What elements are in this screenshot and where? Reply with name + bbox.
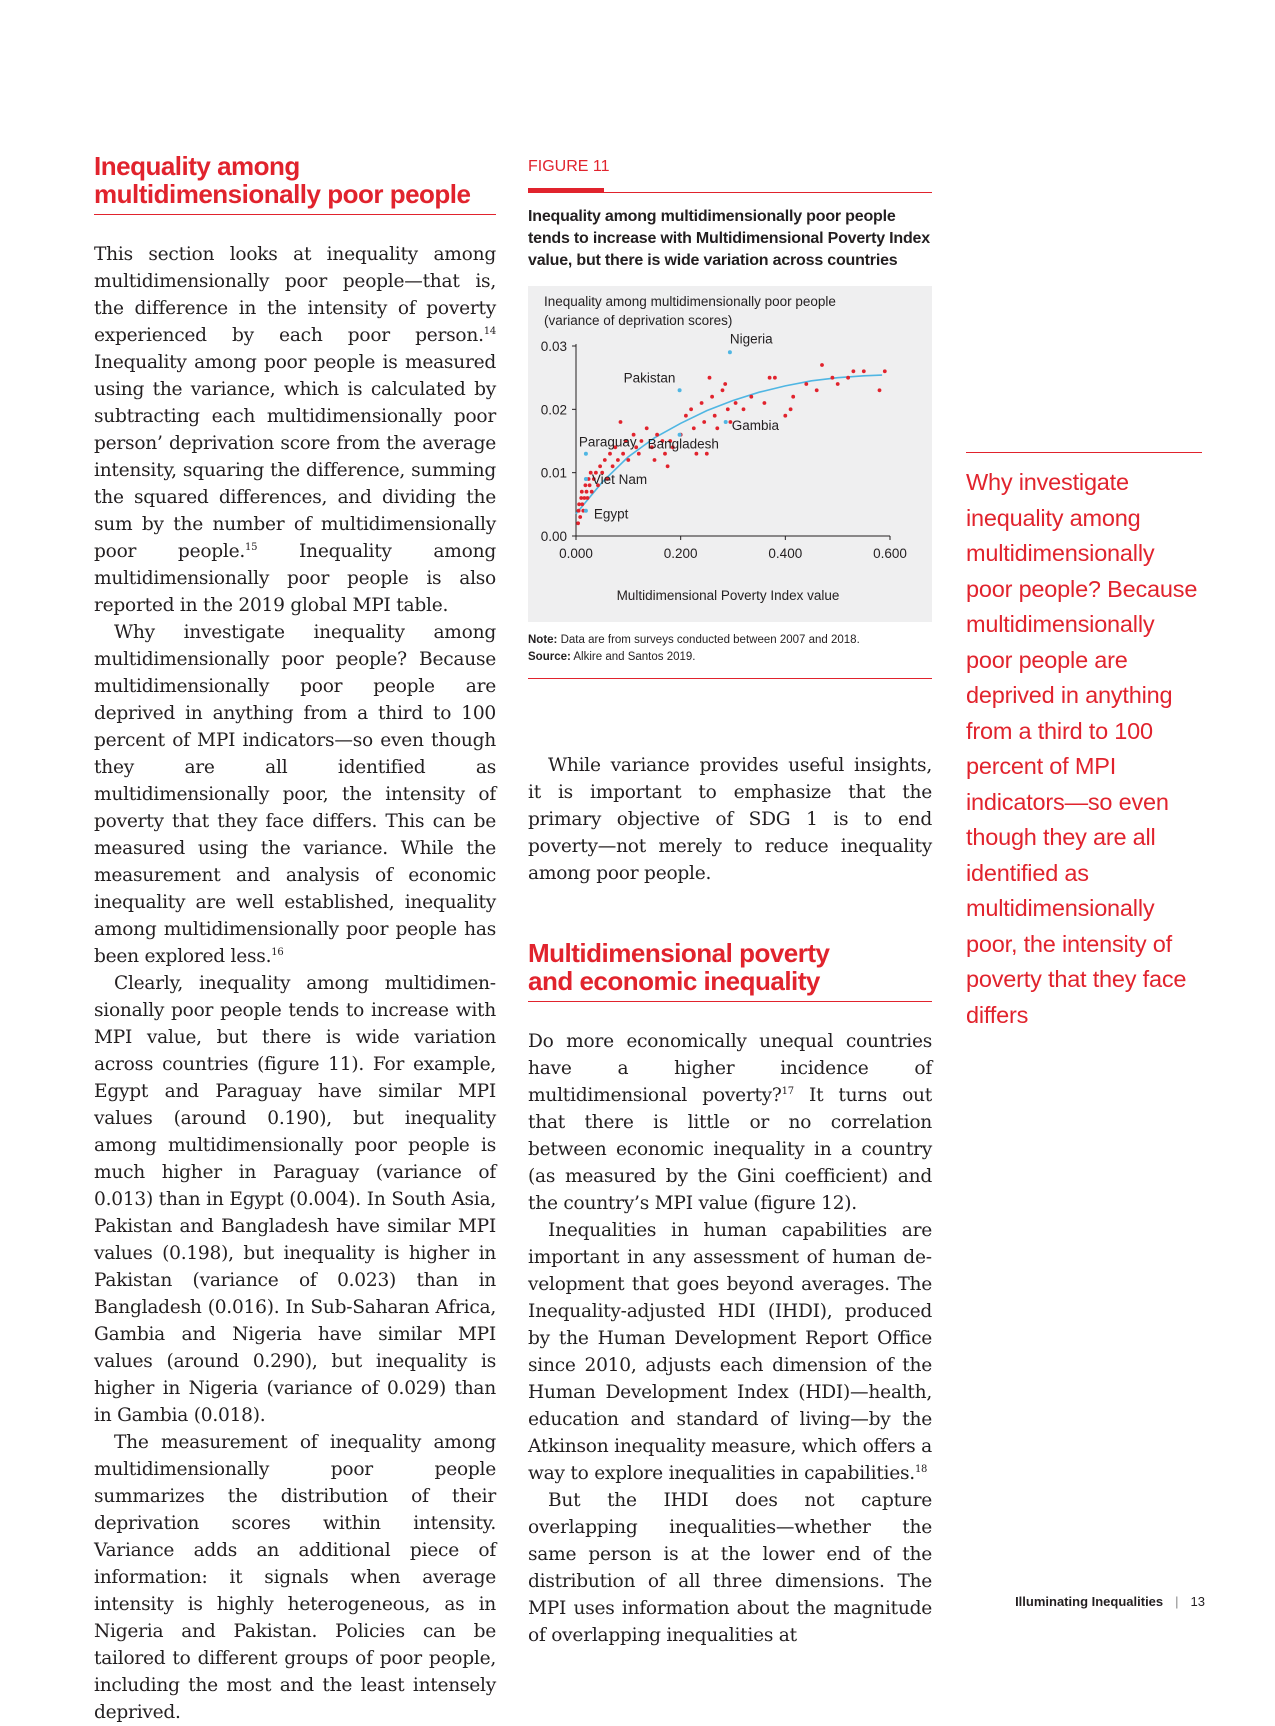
data-point — [653, 458, 657, 462]
data-point — [576, 521, 580, 525]
data-point — [815, 388, 819, 392]
data-point — [763, 401, 767, 405]
paragraph: While variance provides useful insights, it is important to emphasize that the primary objective of SDG 1 is to end poverty—not merely to reduce inequality among poor people. — [528, 755, 932, 884]
data-point — [619, 420, 623, 424]
data-point — [616, 458, 620, 462]
country-label: Viet Nam — [591, 472, 648, 487]
x-tick-label: 0.400 — [768, 546, 803, 561]
data-point — [789, 407, 793, 411]
data-point — [715, 426, 719, 430]
y-axis-label-line1: Inequality among multidimensionally poor people — [544, 294, 836, 309]
y-tick-label: 0.02 — [540, 402, 567, 418]
data-point — [586, 496, 590, 500]
data-point — [723, 382, 727, 386]
data-point — [742, 407, 746, 411]
data-point — [666, 464, 670, 468]
data-point — [708, 376, 712, 380]
highlight-point — [728, 350, 732, 354]
figure-label: FIGURE 11 — [528, 158, 610, 175]
x-tick-label: 0.000 — [559, 546, 593, 561]
data-point — [878, 388, 882, 392]
paragraph: Why investigate inequality among multidimensionally poor people? Because multidimensionally poor people are deprived in anything from a third to 100 percent of MPI indicators—so even though they are all identified as multidimensionally poor, the intensity of poverty that they face differs. This can be measured using the variance. While the measurement and analysis of economic inequality are well established, inequality among multidimensionally poor people has been explored less.$^{16}$ — [94, 622, 496, 967]
data-point — [773, 376, 777, 380]
paragraph: Inequalities in human capabilities are important in any assessment of human development that goes beyond averages. The Inequality-adjusted HDI (IHDI), produced by the Human Development Report Office since 2010, adjusts each dimension of the Human Development Index (HDI)—health, education and standard of living—by the Atkinson inequality measure, which offers a way to explore inequalities in capabilities.$^{18}$ — [528, 1220, 932, 1484]
country-labels-layer — [579, 331, 780, 521]
data-point — [637, 452, 641, 456]
footnote-ref: 16 — [271, 946, 284, 958]
data-point — [689, 407, 693, 411]
data-point — [578, 515, 582, 519]
data-point — [721, 388, 725, 392]
data-point — [584, 483, 588, 487]
pull-quote: Why investigate inequality among multidimensionally poor people? Because multidimensionally poor people are deprived in anything from a third to 100 percent of MPI indicators—so even though they are all identified as multidimensionally poor, the intensity of poverty that they face differs — [966, 452, 1202, 1033]
section-title-inequality — [94, 152, 496, 215]
paragraph: This section looks at inequality among multidimensionally poor people—that is, the difference in the intensity of poverty experienced by each poor person.$^{14}$ Inequality among poor people is measured using the variance, which is calculated by subtracting each multidimensionally poor person’ deprivation score from the average intensity, squaring the difference, summing the squared differences, and dividing the sum by the number of multidimensionally poor people.$^{15}$ Inequality among multidimensionally poor people is also reported in the 2019 global MPI table. — [94, 244, 496, 616]
data-point — [749, 395, 753, 399]
country-label: Egypt — [593, 506, 629, 522]
country-label: Nigeria — [729, 331, 773, 347]
data-point — [705, 452, 709, 456]
data-point — [692, 426, 696, 430]
figure-notes — [528, 632, 932, 679]
data-point — [684, 414, 688, 418]
chart-panel — [528, 286, 932, 622]
country-label: Bangladesh — [647, 436, 719, 452]
data-point — [836, 382, 840, 386]
data-point — [820, 363, 824, 367]
data-point — [804, 382, 808, 386]
data-point — [590, 490, 594, 494]
page-number: 13 — [1190, 1594, 1205, 1609]
x-tick-label: 0.600 — [873, 546, 907, 561]
middle-column — [528, 752, 932, 1649]
data-point — [621, 452, 625, 456]
country-label: Paraguay — [578, 434, 637, 450]
highlight-point — [584, 509, 588, 513]
data-point — [768, 376, 772, 380]
data-point — [580, 502, 584, 506]
data-point — [846, 376, 850, 380]
figure-source: Source: Alkire and Santos 2019. — [528, 651, 696, 663]
data-point — [831, 376, 835, 380]
data-point — [862, 369, 866, 373]
figure-rule — [528, 186, 932, 193]
figure-title: Inequality among multidimensionally poor people tends to increase with Multidimensional Poverty Index value, but there is wide variation across countries — [528, 208, 930, 269]
data-point — [626, 458, 630, 462]
paragraph: But the IHDI does not capture overlapping inequalities—whether the same person is at the lower end of the distribution of all three dimensions. The MPI uses information about the magnitude of overlapping inequalities at — [528, 1490, 932, 1646]
data-point — [783, 414, 787, 418]
data-point — [695, 452, 699, 456]
data-point — [611, 464, 615, 468]
data-point — [700, 401, 704, 405]
data-point — [580, 490, 584, 494]
y-tick-label: 0.03 — [540, 339, 567, 354]
y-tick-label: 0.00 — [540, 529, 567, 544]
data-point — [791, 395, 795, 399]
country-label: Pakistan — [623, 370, 676, 386]
figure-11 — [528, 158, 932, 679]
data-point — [883, 369, 887, 373]
country-label: Gambia — [731, 418, 779, 433]
data-point — [645, 426, 649, 430]
x-axis-label: Multidimensional Poverty Index value — [616, 588, 840, 603]
data-point — [598, 464, 602, 468]
data-point — [702, 420, 706, 424]
y-axis-label-line2: (variance of deprivation scores) — [544, 313, 733, 328]
data-point — [603, 458, 607, 462]
highlight-point — [584, 452, 588, 456]
section-title-line2: multidimensionally poor people — [94, 179, 471, 209]
paragraph: Clearly, inequality among multidimensionally poor people tends to increase with MPI value, but there is wide variation across countries (figure 11). For example, Egypt and Paraguay have similar MPI values (around 0.190), but inequality among multidimensionally poor people is much higher in Paraguay (variance of 0.013) than in Egypt (0.004). In South Asia, Pakistan and Bangladesh have similar MPI values (0.198), but inequality is higher in Pakistan (variance of 0.023) than in Bangladesh (0.016). In Sub-Saharan Africa, Gambia and Nigeria have similar MPI values (around 0.290), but inequality is higher in Nigeria (variance of 0.029) than in Gambia (0.018). — [94, 973, 496, 1426]
data-point — [713, 414, 717, 418]
highlight-point — [678, 388, 682, 392]
figure-note: Note: Data are from surveys conducted between 2007 and 2018. — [528, 634, 860, 646]
scatter-chart — [528, 286, 932, 622]
data-point — [608, 452, 612, 456]
x-tick-label: 0.200 — [663, 546, 698, 561]
highlight-point — [724, 420, 728, 424]
left-body — [94, 241, 496, 1726]
footer-separator: | — [1175, 1594, 1179, 1609]
footnote-ref: 15 — [245, 541, 258, 553]
y-tick-label: 0.01 — [540, 465, 567, 481]
section-title-line1: Inequality among — [94, 151, 300, 181]
section-title-line1: Multidimensional poverty — [528, 938, 830, 968]
page-footer — [1015, 1594, 1205, 1609]
footnote-ref: 17 — [781, 1085, 794, 1097]
data-point — [852, 369, 856, 373]
data-point — [577, 509, 581, 513]
paragraph: Do more economically unequal countries have a higher incidence of multidimensional poverty?$^{17}$ It turns out that there is little or no correlation between economic inequality in a country (as measured by the Gini coefficient) and the country’s MPI value (figure 12). — [528, 1031, 932, 1214]
highlight-point — [584, 477, 588, 481]
mid-body — [528, 1028, 932, 1649]
footnote-ref: 14 — [483, 325, 496, 337]
paragraph: The measurement of inequality among multidimensionally poor people summarizes the distribution of their deprivation scores within intensity. Variance adds an additional piece of information: it signals when average intensity is highly heterogeneous, as in Nigeria and Pakistan. Policies can be tailored to different groups of poor people, including the most and the least intensely deprived. — [94, 1432, 496, 1723]
footnote-ref: 18 — [914, 1463, 928, 1475]
data-point — [663, 452, 667, 456]
data-point — [585, 490, 589, 494]
data-point — [710, 395, 714, 399]
data-point — [726, 407, 730, 411]
data-point — [640, 439, 644, 443]
section-title-economic — [528, 939, 932, 1002]
publication-title: Illuminating Inequalities — [1015, 1594, 1164, 1609]
mid-intro — [528, 752, 932, 887]
data-point — [734, 401, 738, 405]
section-title-line2: and economic inequality — [528, 966, 820, 996]
left-column — [94, 152, 496, 1726]
